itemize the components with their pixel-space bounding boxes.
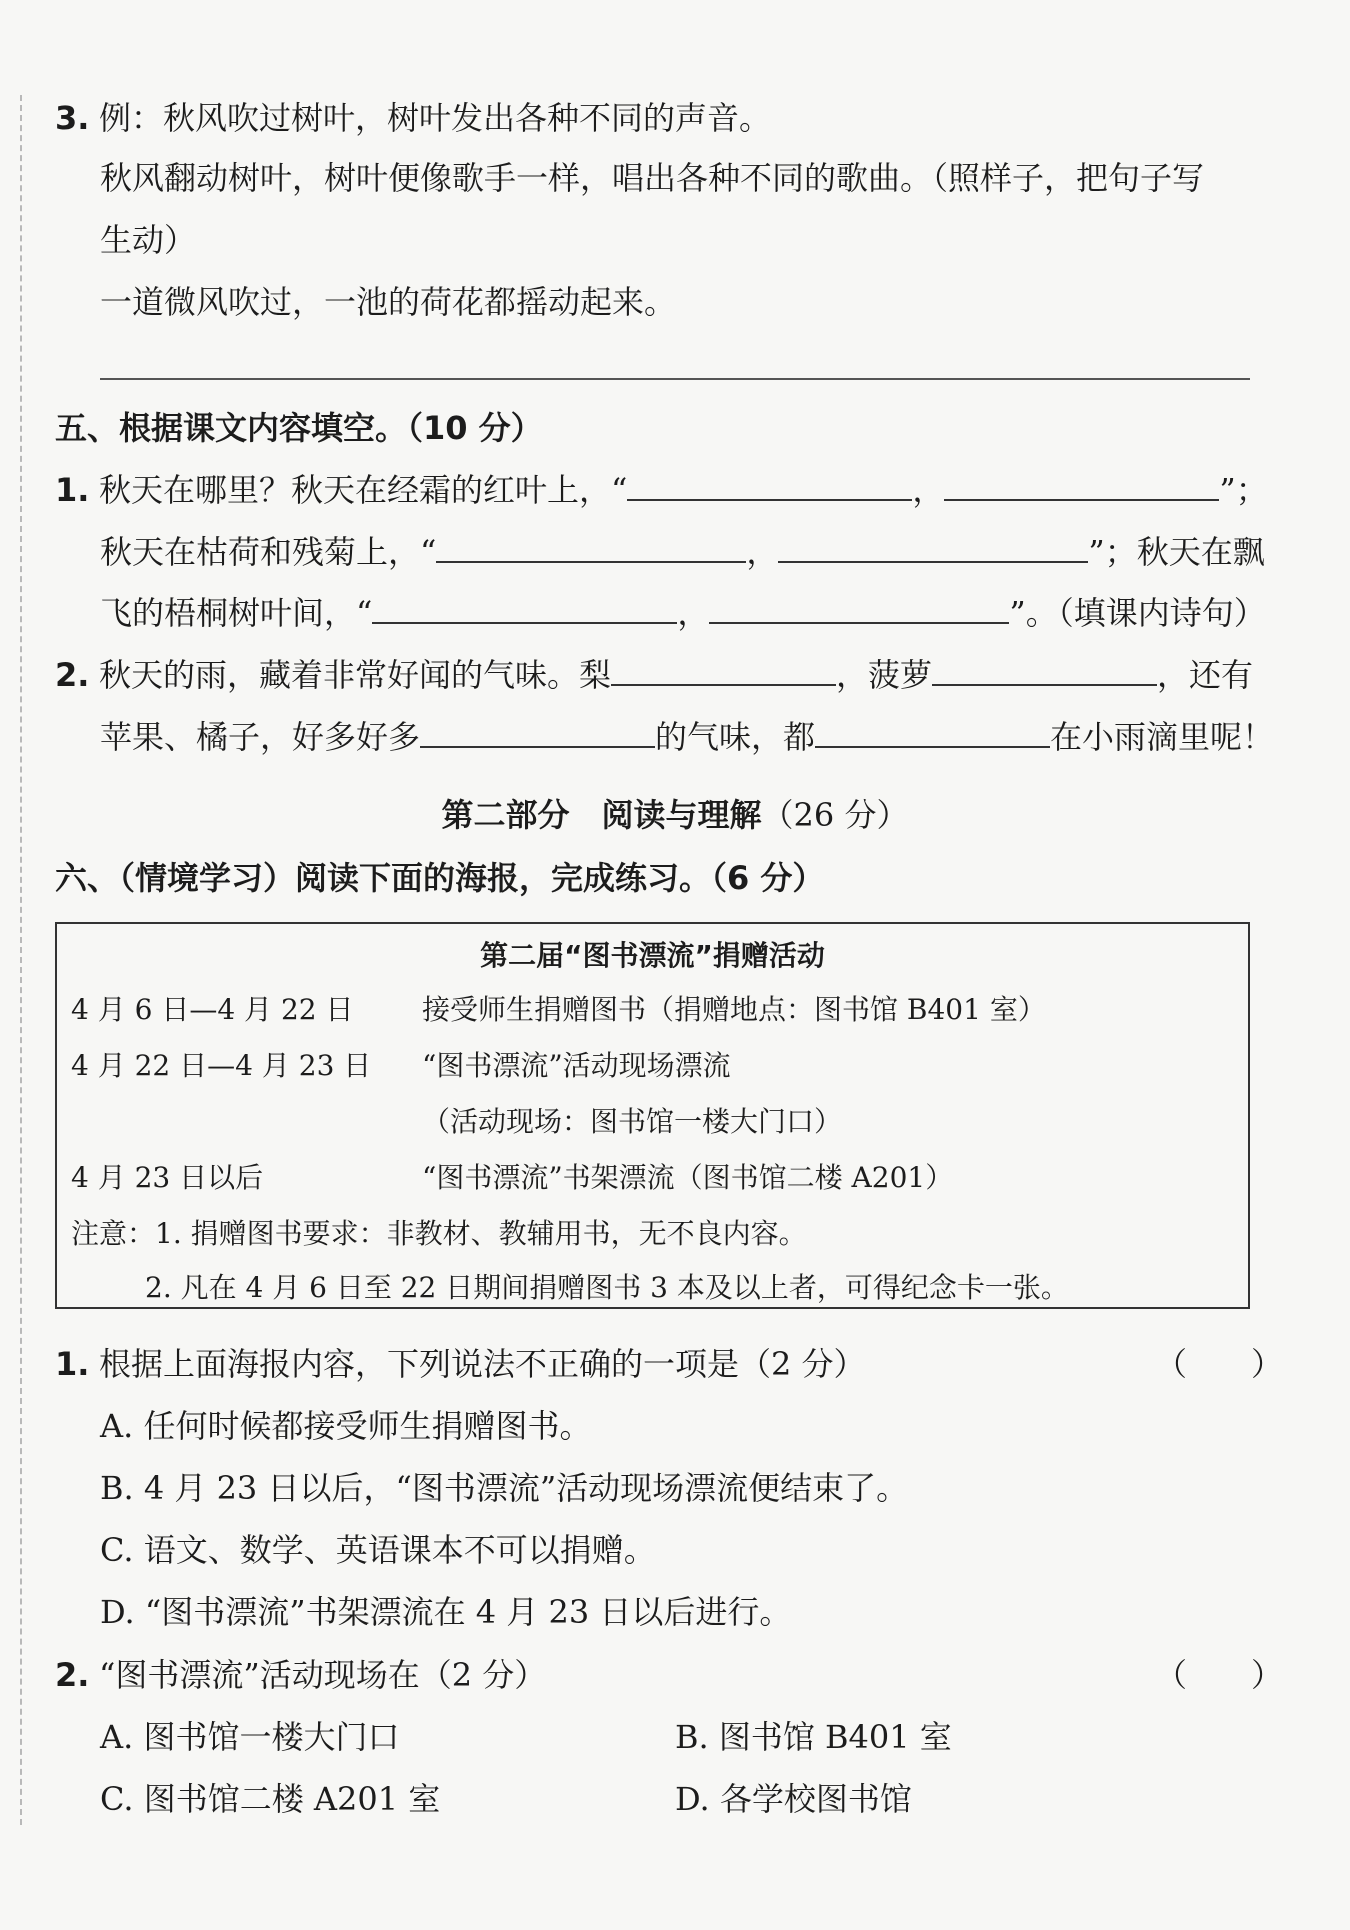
s5-q1-end: ”； (1219, 471, 1268, 509)
s5-q1-line-b (100, 532, 1265, 572)
poster-row-desc: “图书漂流”活动现场漂流 (422, 1049, 731, 1082)
q3-example-line (55, 98, 771, 138)
mc1-option-a[interactable]: A. 任何时候都接受师生捐赠图书。 (100, 1407, 592, 1445)
s5-q1-c-end: ”。（填课内诗句） (1009, 594, 1266, 632)
s5-q2-blank-3[interactable] (420, 718, 655, 748)
s5-q2-blank-4[interactable] (815, 718, 1050, 748)
s5-q1-b-end: ”；秋天在飘 (1088, 533, 1265, 571)
mc1-option-d[interactable]: D. “图书漂流”书架漂流在 4 月 23 日以后进行。 (100, 1593, 792, 1631)
s5-q2-mid-a: ，菠萝 (836, 656, 933, 694)
s5-q1-blank-6[interactable] (709, 594, 1009, 624)
mc2-option-d[interactable]: D. 各学校图书馆 (675, 1780, 912, 1818)
s5-q2-number: 2. (55, 656, 90, 694)
mc1-option-c[interactable]: C. 语文、数学、英语课本不可以捐赠。 (100, 1531, 656, 1569)
s5-q1-c-sep: ， (677, 594, 710, 632)
section5-title: 五、根据课文内容填空。（10 分） (55, 409, 543, 447)
binding-margin-line (20, 95, 22, 1825)
s5-q1-blank-3[interactable] (436, 533, 746, 563)
s5-q1-blank-4[interactable] (778, 533, 1088, 563)
mc2-option-b[interactable]: B. 图书馆 B401 室 (675, 1718, 952, 1756)
section6-title: 六、（情境学习）阅读下面的海报，完成练习。（6 分） (55, 859, 825, 897)
mc1-number: 1. (55, 1345, 90, 1383)
q3-example-text: 例：秋风吹过树叶，树叶发出各种不同的声音。 (99, 99, 772, 137)
poster-row-desc: （活动现场：图书馆一楼大门口） (422, 1105, 843, 1138)
s5-q1-blank-5[interactable] (372, 594, 677, 624)
poster-note-1: 注意：1. 捐赠图书要求：非教材、教辅用书，无不良内容。 (71, 1217, 807, 1250)
poster-title: 第二届“图书漂流”捐赠活动 (480, 939, 825, 972)
s5-q1-number: 1. (55, 471, 90, 509)
s5-q2-blank-2[interactable] (932, 656, 1157, 686)
s5-q2-line-a (55, 655, 1253, 695)
poster-row-desc: “图书漂流”书架漂流（图书馆二楼 A201） (422, 1161, 954, 1194)
mc1-question-text: 根据上面海报内容，下列说法不正确的一项是（2 分） (99, 1345, 866, 1383)
s5-q1-blank-2[interactable] (944, 471, 1219, 501)
q3-answer-line[interactable] (100, 378, 1250, 380)
s5-q1-b-sep: ， (746, 533, 779, 571)
poster-row-date: 4 月 6 日—4 月 22 日 (71, 993, 354, 1026)
s5-q2-text-a: 秋天的雨，藏着非常好闻的气味。梨 (99, 656, 612, 694)
poster-note-2: 2. 凡在 4 月 6 日至 22 日期间捐赠图书 3 本及以上者，可得纪念卡一张。 (145, 1271, 1069, 1304)
s5-q1-text-b: 秋天在枯荷和残菊上，“ (100, 533, 437, 571)
q3-example2-line-a: 秋风翻动树叶，树叶便像歌手一样，唱出各种不同的歌曲。（照样子，把句子写 (100, 159, 1205, 197)
s5-q1-line-c (100, 593, 1266, 633)
mc2-number: 2. (55, 1656, 90, 1694)
s5-q2-end-b: 在小雨滴里呢！ (1050, 718, 1275, 756)
poster-box (55, 922, 1250, 1309)
q3-task-text: 一道微风吹过，一池的荷花都摇动起来。 (100, 283, 677, 321)
s5-q1-sep: ， (912, 471, 945, 509)
poster-row-desc: 接受师生捐赠图书（捐赠地点：图书馆 B401 室） (422, 993, 1046, 1026)
poster-row-date: 4 月 22 日—4 月 23 日 (71, 1049, 372, 1082)
mc2-answer-paren[interactable]: （ ） (1155, 1656, 1284, 1694)
s5-q2-mid-b: 的气味，都 (655, 718, 816, 756)
q3-number: 3. (55, 99, 90, 137)
part2-score: （26 分） (761, 796, 909, 834)
mc2-question-text: “图书漂流”活动现场在（2 分） (99, 1656, 547, 1694)
s5-q2-end-a: ，还有 (1157, 656, 1254, 694)
mc1-question-line (55, 1344, 866, 1384)
s5-q2-line-b (100, 717, 1274, 757)
q3-example2-line-b: 生动） (100, 221, 197, 259)
s5-q1-text-c: 飞的梧桐树叶间，“ (100, 594, 373, 632)
s5-q1-blank-1[interactable] (627, 471, 912, 501)
mc2-question-line (55, 1655, 546, 1695)
s5-q2-text-b: 苹果、橘子，好多好多 (100, 718, 421, 756)
s5-q2-blank-1[interactable] (611, 656, 836, 686)
part2-title (0, 795, 1350, 835)
s5-q1-text-a: 秋天在哪里？秋天在经霜的红叶上，“ (99, 471, 628, 509)
mc2-option-c[interactable]: C. 图书馆二楼 A201 室 (100, 1780, 441, 1818)
part2-title-text: 第二部分 阅读与理解 (441, 796, 762, 834)
mc2-option-a[interactable]: A. 图书馆一楼大门口 (100, 1718, 400, 1756)
s5-q1-line-a (55, 470, 1268, 510)
mc1-option-b[interactable]: B. 4 月 23 日以后，“图书漂流”活动现场漂流便结束了。 (100, 1469, 909, 1507)
poster-row-date: 4 月 23 日以后 (71, 1161, 264, 1194)
mc1-answer-paren[interactable]: （ ） (1155, 1345, 1284, 1383)
